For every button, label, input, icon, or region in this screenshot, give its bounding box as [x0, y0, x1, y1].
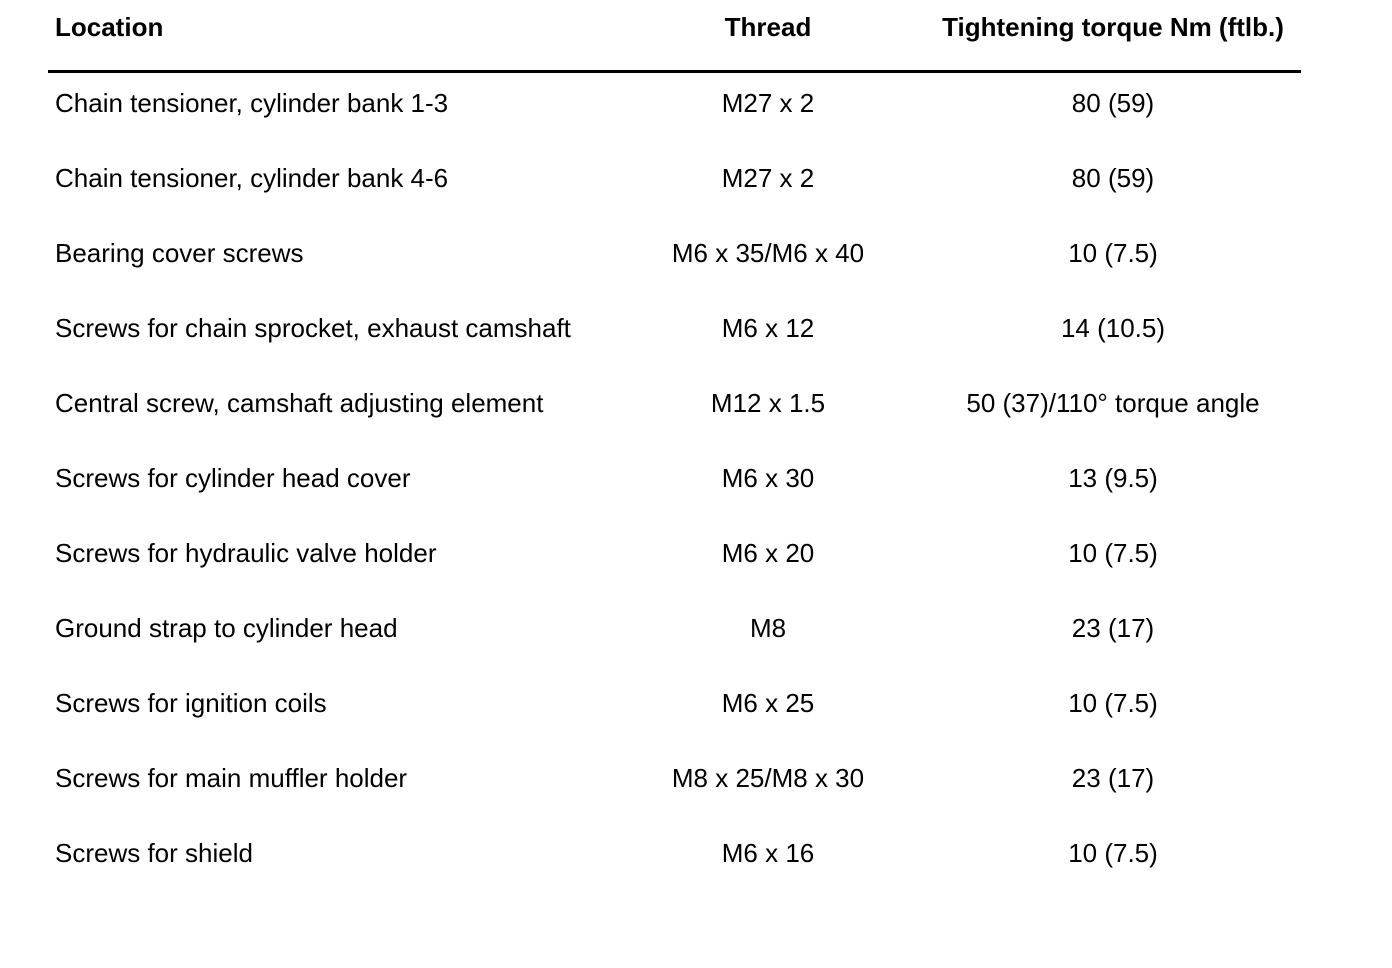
row-3-torque: 10 (7.5): [1068, 238, 1158, 268]
row-9-location: Screws for ignition coils: [55, 688, 327, 718]
row-10-thread: M8 x 25/M8 x 30: [671, 763, 865, 793]
row-2-thread: M27 x 2: [721, 163, 815, 193]
row-11-location: Screws for shield: [55, 838, 253, 868]
row-6-torque: 13 (9.5): [1068, 463, 1158, 493]
row-10-torque: 23 (17): [1071, 763, 1155, 793]
row-4-thread: M6 x 12: [721, 313, 815, 343]
row-3-location: Bearing cover screws: [55, 238, 304, 268]
row-8-thread: M8: [749, 613, 787, 643]
row-11-thread: M6 x 16: [721, 838, 815, 868]
row-10-location: Screws for main muffler holder: [55, 763, 408, 793]
row-7-torque: 10 (7.5): [1068, 538, 1158, 568]
row-1-thread: M27 x 2: [721, 88, 815, 118]
row-4-location: Screws for chain sprocket, exhaust camshaft: [55, 313, 571, 343]
row-9-thread: M6 x 25: [721, 688, 815, 718]
row-6-thread: M6 x 30: [721, 463, 815, 493]
row-3-thread: M6 x 35/M6 x 40: [671, 238, 865, 268]
row-5-location: Central screw, camshaft adjusting element: [55, 388, 544, 418]
row-5-thread: M12 x 1.5: [710, 388, 826, 418]
column-header-thread: Thread: [724, 12, 812, 42]
column-header-location: Location: [55, 12, 164, 42]
row-7-location: Screws for hydraulic valve holder: [55, 538, 437, 568]
row-8-torque: 23 (17): [1071, 613, 1155, 643]
column-header-torque: Tightening torque Nm (ftlb.): [942, 12, 1284, 42]
row-1-location: Chain tensioner, cylinder bank 1-3: [55, 88, 449, 118]
header-divider: [48, 70, 1301, 73]
row-2-torque: 80 (59): [1071, 163, 1155, 193]
row-4-torque: 14 (10.5): [1060, 313, 1166, 343]
row-5-torque: 50 (37)/110° torque angle: [966, 388, 1260, 418]
row-9-torque: 10 (7.5): [1068, 688, 1158, 718]
row-7-thread: M6 x 20: [721, 538, 815, 568]
row-6-location: Screws for cylinder head cover: [55, 463, 411, 493]
row-1-torque: 80 (59): [1071, 88, 1155, 118]
row-8-location: Ground strap to cylinder head: [55, 613, 398, 643]
row-2-location: Chain tensioner, cylinder bank 4-6: [55, 163, 449, 193]
row-11-torque: 10 (7.5): [1068, 838, 1158, 868]
